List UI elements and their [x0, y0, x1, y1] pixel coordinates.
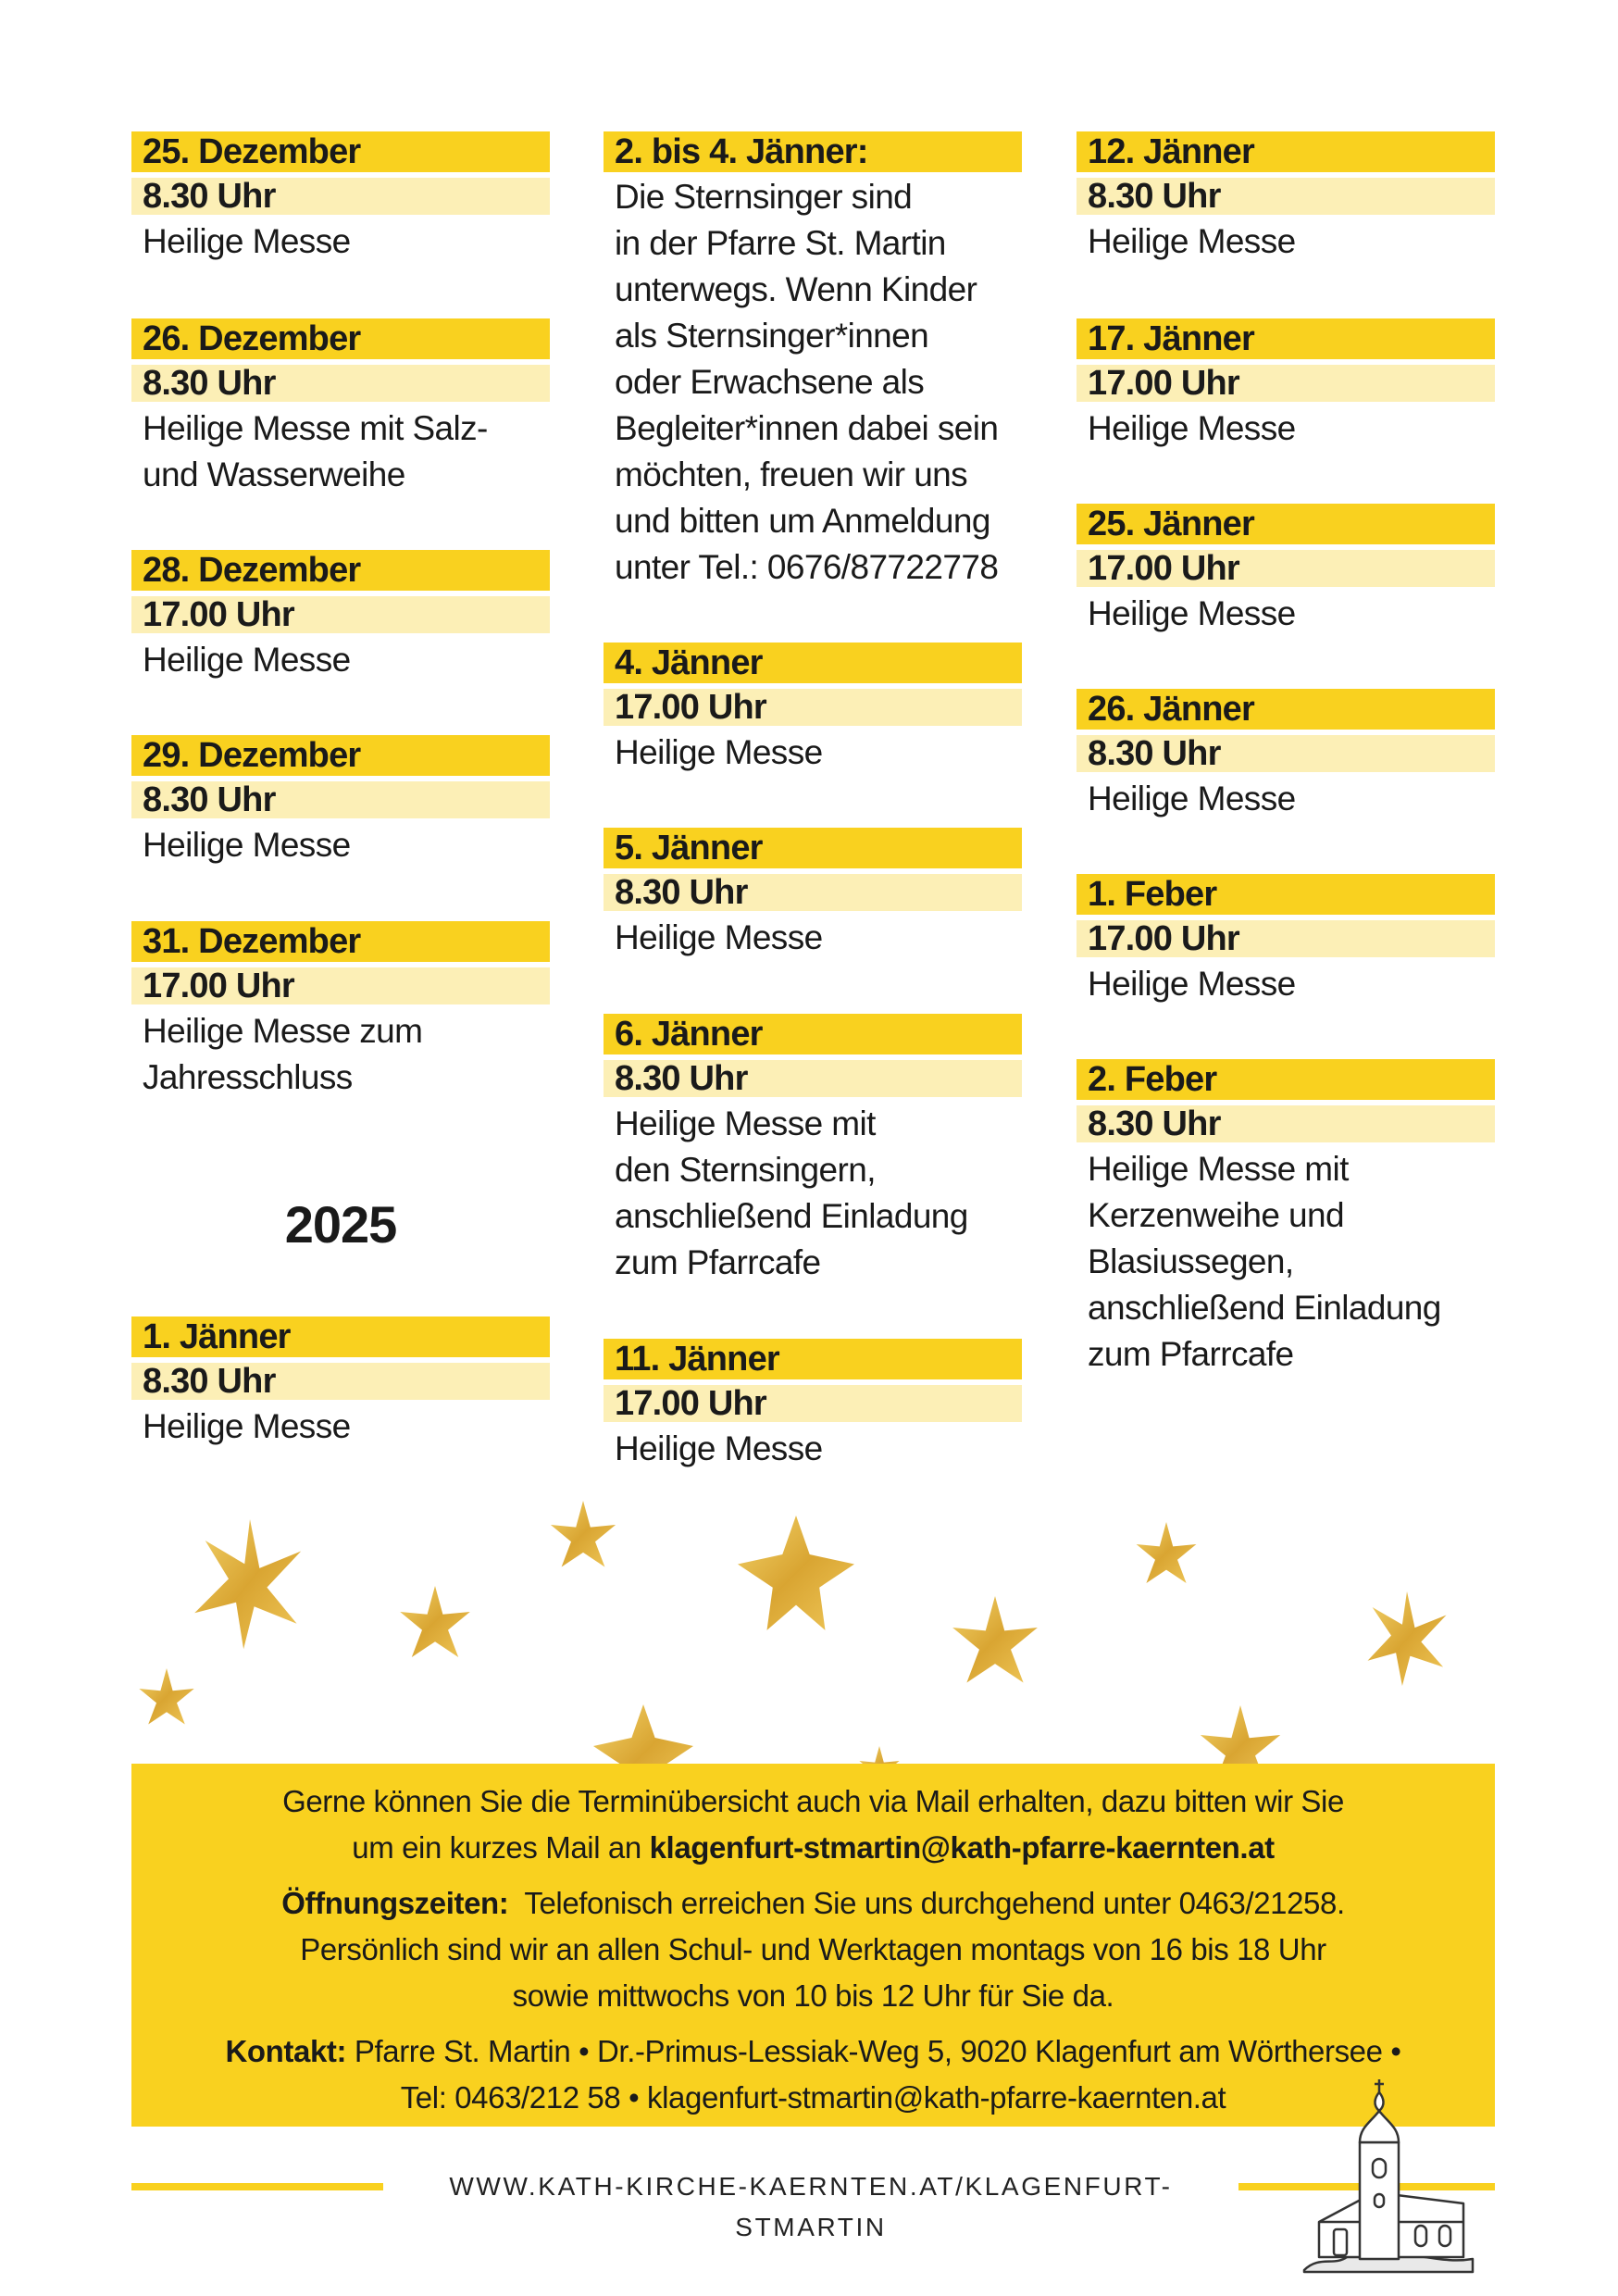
event-time: 8.30 Uhr: [131, 1363, 550, 1400]
event-entry: [604, 1339, 1022, 1472]
event-entry: [1077, 131, 1495, 265]
event-description: Heilige Messe: [615, 733, 823, 771]
event-entry: [604, 131, 1022, 591]
event-date: 31. Dezember: [131, 921, 550, 962]
gold-stars-decoration: [130, 1500, 1500, 1768]
event-description: Die Sternsinger sind in der Pfarre St. Martin unterwegs. Wenn Kinder als Sternsinger*innen oder Erwachsene als Begleiter*innen dabei sein möchten, freuen wir uns und bitten um Anmeldung unter Tel.: 0676/87722778: [615, 178, 999, 586]
event-entry: [131, 550, 550, 683]
event-description: Heilige Messe mit Kerzenweihe und Blasiussegen, anschließend Einladung zum Pfarrcafe: [1088, 1150, 1441, 1373]
event-entry: [1077, 504, 1495, 637]
event-entry: [131, 735, 550, 868]
event-time: 8.30 Uhr: [131, 781, 550, 818]
event-date: 2. Feber: [1077, 1059, 1495, 1100]
church-drawing-icon: [1301, 2074, 1476, 2277]
event-time: 17.00 Uhr: [1077, 920, 1495, 957]
star-icon: [593, 1704, 693, 1768]
event-description: Heilige Messe: [143, 222, 351, 260]
star-icon: [1368, 1591, 1447, 1686]
event-time: 17.00 Uhr: [131, 967, 550, 1004]
opening-hours-label: Öffnungszeiten:: [281, 1886, 509, 1920]
event-time: 8.30 Uhr: [1077, 1105, 1495, 1142]
event-time: 8.30 Uhr: [131, 178, 550, 215]
contact-address: Pfarre St. Martin • Dr.-Primus-Lessiak-Weg 5, 9020 Klagenfurt am Wörthersee •: [346, 2034, 1401, 2068]
star-icon: [738, 1516, 854, 1630]
star-icon: [139, 1668, 193, 1725]
event-date: 25. Dezember: [131, 131, 550, 172]
footer-website-link[interactable]: WWW.KATH-KIRCHE-KAERNTEN.AT/KLAGENFURT-STMARTIN: [449, 2172, 1173, 2241]
contact-label: Kontakt:: [225, 2034, 347, 2068]
opening-hours-phone: Telefonisch erreichen Sie uns durchgehend unter 0463/21258.: [508, 1886, 1345, 1920]
event-entry: [604, 643, 1022, 776]
event-date: 5. Jänner: [604, 828, 1022, 868]
star-icon: [551, 1501, 616, 1567]
footer-divider-left: [131, 2183, 383, 2190]
event-date: 11. Jänner: [604, 1339, 1022, 1379]
event-description: Heilige Messe: [1088, 222, 1296, 260]
event-date: 26. Jänner: [1077, 689, 1495, 730]
star-icon: [1137, 1522, 1197, 1583]
event-time: 8.30 Uhr: [1077, 178, 1495, 215]
event-time: 17.00 Uhr: [1077, 365, 1495, 402]
event-description: Heilige Messe mit den Sternsingern, anschließend Einladung zum Pfarrcafe: [615, 1104, 968, 1281]
event-description: Heilige Messe: [143, 826, 351, 864]
event-date: 1. Jänner: [131, 1316, 550, 1357]
event-time: 8.30 Uhr: [1077, 735, 1495, 772]
event-description: Heilige Messe: [1088, 409, 1296, 447]
opening-hours-text: sowie mittwochs von 10 bis 12 Uhr für Sie da.: [512, 1978, 1114, 2013]
event-description: Heilige Messe zum Jahresschluss: [143, 1012, 423, 1096]
star-icon: [1201, 1705, 1280, 1768]
event-entry: [1077, 318, 1495, 452]
contact-line: [131, 2028, 1495, 2075]
event-description: Heilige Messe: [143, 641, 351, 679]
event-date: 17. Jänner: [1077, 318, 1495, 359]
star-icon: [400, 1586, 470, 1657]
event-date: 28. Dezember: [131, 550, 550, 591]
mail-info-line: [131, 1825, 1495, 1871]
event-entry: [1077, 1059, 1495, 1378]
event-time: 17.00 Uhr: [604, 689, 1022, 726]
event-date: 1. Feber: [1077, 874, 1495, 915]
event-description: Heilige Messe: [1088, 965, 1296, 1003]
event-description: Heilige Messe mit Salz- und Wasserweihe: [143, 409, 488, 493]
info-box: [131, 1764, 1495, 2127]
event-date: 12. Jänner: [1077, 131, 1495, 172]
event-entry: [1077, 874, 1495, 1007]
contact-phone-email: Tel: 0463/212 58 • klagenfurt-stmartin@kath-pfarre-kaernten.at: [400, 2080, 1226, 2115]
event-date: 26. Dezember: [131, 318, 550, 359]
event-entry: [604, 1014, 1022, 1286]
star-icon: [194, 1519, 301, 1649]
event-time: 17.00 Uhr: [1077, 550, 1495, 587]
event-time: 17.00 Uhr: [131, 596, 550, 633]
event-entry: [604, 828, 1022, 961]
event-entry: [131, 318, 550, 498]
event-date: 25. Jänner: [1077, 504, 1495, 544]
event-description: Heilige Messe: [615, 1429, 823, 1467]
event-date: 29. Dezember: [131, 735, 550, 776]
event-time: 17.00 Uhr: [604, 1385, 1022, 1422]
opening-hours-line: [131, 1880, 1495, 1927]
event-description: Heilige Messe: [1088, 780, 1296, 817]
event-entry: [131, 131, 550, 265]
event-entry: [131, 1316, 550, 1450]
opening-hours-text: Persönlich sind wir an allen Schul- und Werktagen montags von 16 bis 18 Uhr: [300, 1932, 1326, 1966]
event-description: Heilige Messe: [615, 918, 823, 956]
event-time: 8.30 Uhr: [604, 1060, 1022, 1097]
event-date: 4. Jänner: [604, 643, 1022, 683]
event-time: 8.30 Uhr: [604, 874, 1022, 911]
mail-address-link[interactable]: klagenfurt-stmartin@kath-pfarre-kaernten.at: [649, 1830, 1275, 1865]
event-entry: [1077, 689, 1495, 822]
year-heading: 2025: [284, 1195, 397, 1254]
event-date: 6. Jänner: [604, 1014, 1022, 1054]
event-entry: [131, 921, 550, 1101]
event-description: Heilige Messe: [143, 1407, 351, 1445]
mail-info-prefix: um ein kurzes Mail an: [352, 1830, 650, 1865]
star-icon: [952, 1596, 1038, 1683]
event-description: Heilige Messe: [1088, 594, 1296, 632]
event-time: 8.30 Uhr: [131, 365, 550, 402]
event-date: 2. bis 4. Jänner:: [604, 131, 1022, 172]
mail-info-text: Gerne können Sie die Terminübersicht auch via Mail erhalten, dazu bitten wir Sie: [282, 1784, 1344, 1818]
